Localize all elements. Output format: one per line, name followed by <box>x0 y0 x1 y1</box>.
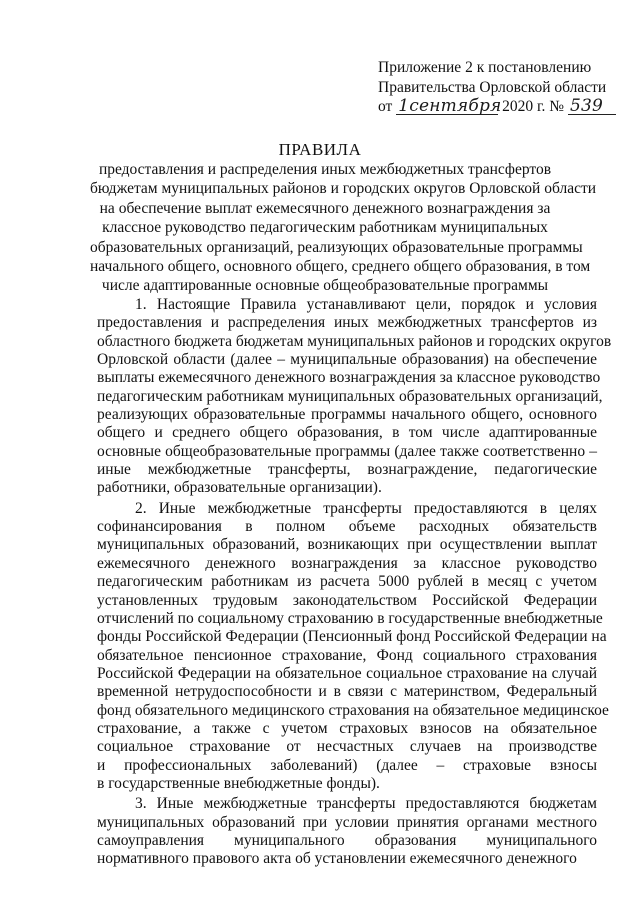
document-subtitle <box>90 160 597 296</box>
paragraph-line: предоставления и распределения иных межбюджетных трансфертов из <box>97 314 597 332</box>
paragraph-line: и профессиональных заболеваний) (далее – страховые взносы <box>97 756 597 774</box>
paragraph-line: педагогическим работникам из расчета 5000 рублей в месяц с учетом <box>97 573 597 591</box>
subtitle-line: классное руководство педагогическим работникам муниципальных <box>102 219 548 237</box>
paragraph-line: фонды Российской Федерации (Пенсионный фонд Российской Федерации на <box>97 628 607 646</box>
paragraph-line: ежемесячного денежного вознаграждения за классное руководство <box>97 554 597 572</box>
paragraph-line: областного бюджета бюджетам муниципальных районов и городских округов <box>97 332 612 350</box>
paragraph-line: 2. Иные межбюджетные трансферты предоставляются в целях <box>135 499 597 517</box>
appendix-header <box>378 58 616 117</box>
paragraph-line: в государственные внебюджетные фонды). <box>97 774 380 792</box>
subtitle-line: предоставления и распределения иных межбюджетных трансфертов <box>98 161 552 178</box>
date-prefix: от <box>378 98 393 115</box>
subtitle-line: бюджетам муниципальных районов и городских округов Орловской области <box>90 180 597 198</box>
paragraph-line: 1. Настоящие Правила устанавливают цели, порядок и условия <box>135 296 597 313</box>
paragraph-line: софинансирования в полном объеме расходных обязательств <box>97 518 597 536</box>
handwritten-date: 1сентября <box>398 96 502 116</box>
appendix-line-1: Приложение 2 к постановлению <box>378 59 592 76</box>
paragraph-2 <box>97 499 609 794</box>
handwritten-number: 539 <box>568 98 616 115</box>
paragraph-line: выплаты ежемесячного денежного вознаграждения за классное руководство <box>97 369 601 387</box>
paragraph-line: работники, образовательные организации). <box>97 479 382 497</box>
appendix-date-line <box>378 97 616 117</box>
paragraph-line: временной нетрудоспособности и в связи с материнством, Федеральный <box>97 683 597 701</box>
subtitle-line: на обеспечение выплат ежемесячного денежного вознаграждения за <box>99 199 551 217</box>
appendix-line-2: Правительства Орловской области <box>378 78 607 96</box>
paragraph-line: реализующих образовательные программы начального общего, основного <box>97 406 597 424</box>
paragraph-1 <box>97 296 612 498</box>
document-title: ПРАВИЛА <box>278 140 362 159</box>
paragraph-line: социальное страхование от несчастных случаев на производстве <box>97 738 597 756</box>
paragraph-line: нормативного правового акта об установлении ежемесячного денежного <box>97 850 577 868</box>
paragraph-line: муниципальных образований, возникающих при осуществлении выплат <box>97 536 597 554</box>
year-text: 2020 г. № <box>502 98 565 115</box>
paragraph-line: самоуправления муниципального образования муниципального <box>97 831 597 849</box>
paragraph-line: страхование, а также с учетом страховых взносов на обязательное <box>97 719 597 737</box>
paragraph-line: фонд обязательного медицинского страхования на обязательное медицинское <box>97 701 609 719</box>
paragraph-line: муниципальных образований при условии принятия органами местного <box>97 813 597 831</box>
paragraph-3 <box>97 795 597 868</box>
paragraph-line: педагогическим работникам муниципальных образовательных организаций, <box>97 387 603 405</box>
paragraph-line: обязательное пенсионное страхование, Фонд социального страхования <box>97 646 597 664</box>
subtitle-line: образовательных организаций, реализующих образовательные программы <box>90 238 583 256</box>
paragraph-line: общего и среднего общего образования, в том числе адаптированные <box>97 424 597 442</box>
paragraph-line: установленных трудовым законодательством Российской Федерации <box>97 591 597 609</box>
paragraph-line: 3. Иные межбюджетные трансферты предоставляются бюджетам <box>135 795 597 813</box>
paragraph-line: основные общеобразовательные программы (далее также соответственно – <box>97 442 597 460</box>
subtitle-line: начального общего, основного общего, среднего общего образования, в том <box>90 258 591 276</box>
paragraph-line: иные межбюджетные трансферты, вознаграждение, педагогические <box>97 461 597 479</box>
subtitle-line: числе адаптированные основные общеобразовательные программы <box>101 277 549 295</box>
paragraph-line: отчислений по социальному страхованию в государственные внебюджетные <box>97 609 603 627</box>
paragraph-line: Российской Федерации на обязательное социальное страхование на случай <box>97 664 597 682</box>
paragraph-line: Орловской области (далее – муниципальные образования) на обеспечение <box>97 351 597 369</box>
document-body <box>97 296 612 869</box>
